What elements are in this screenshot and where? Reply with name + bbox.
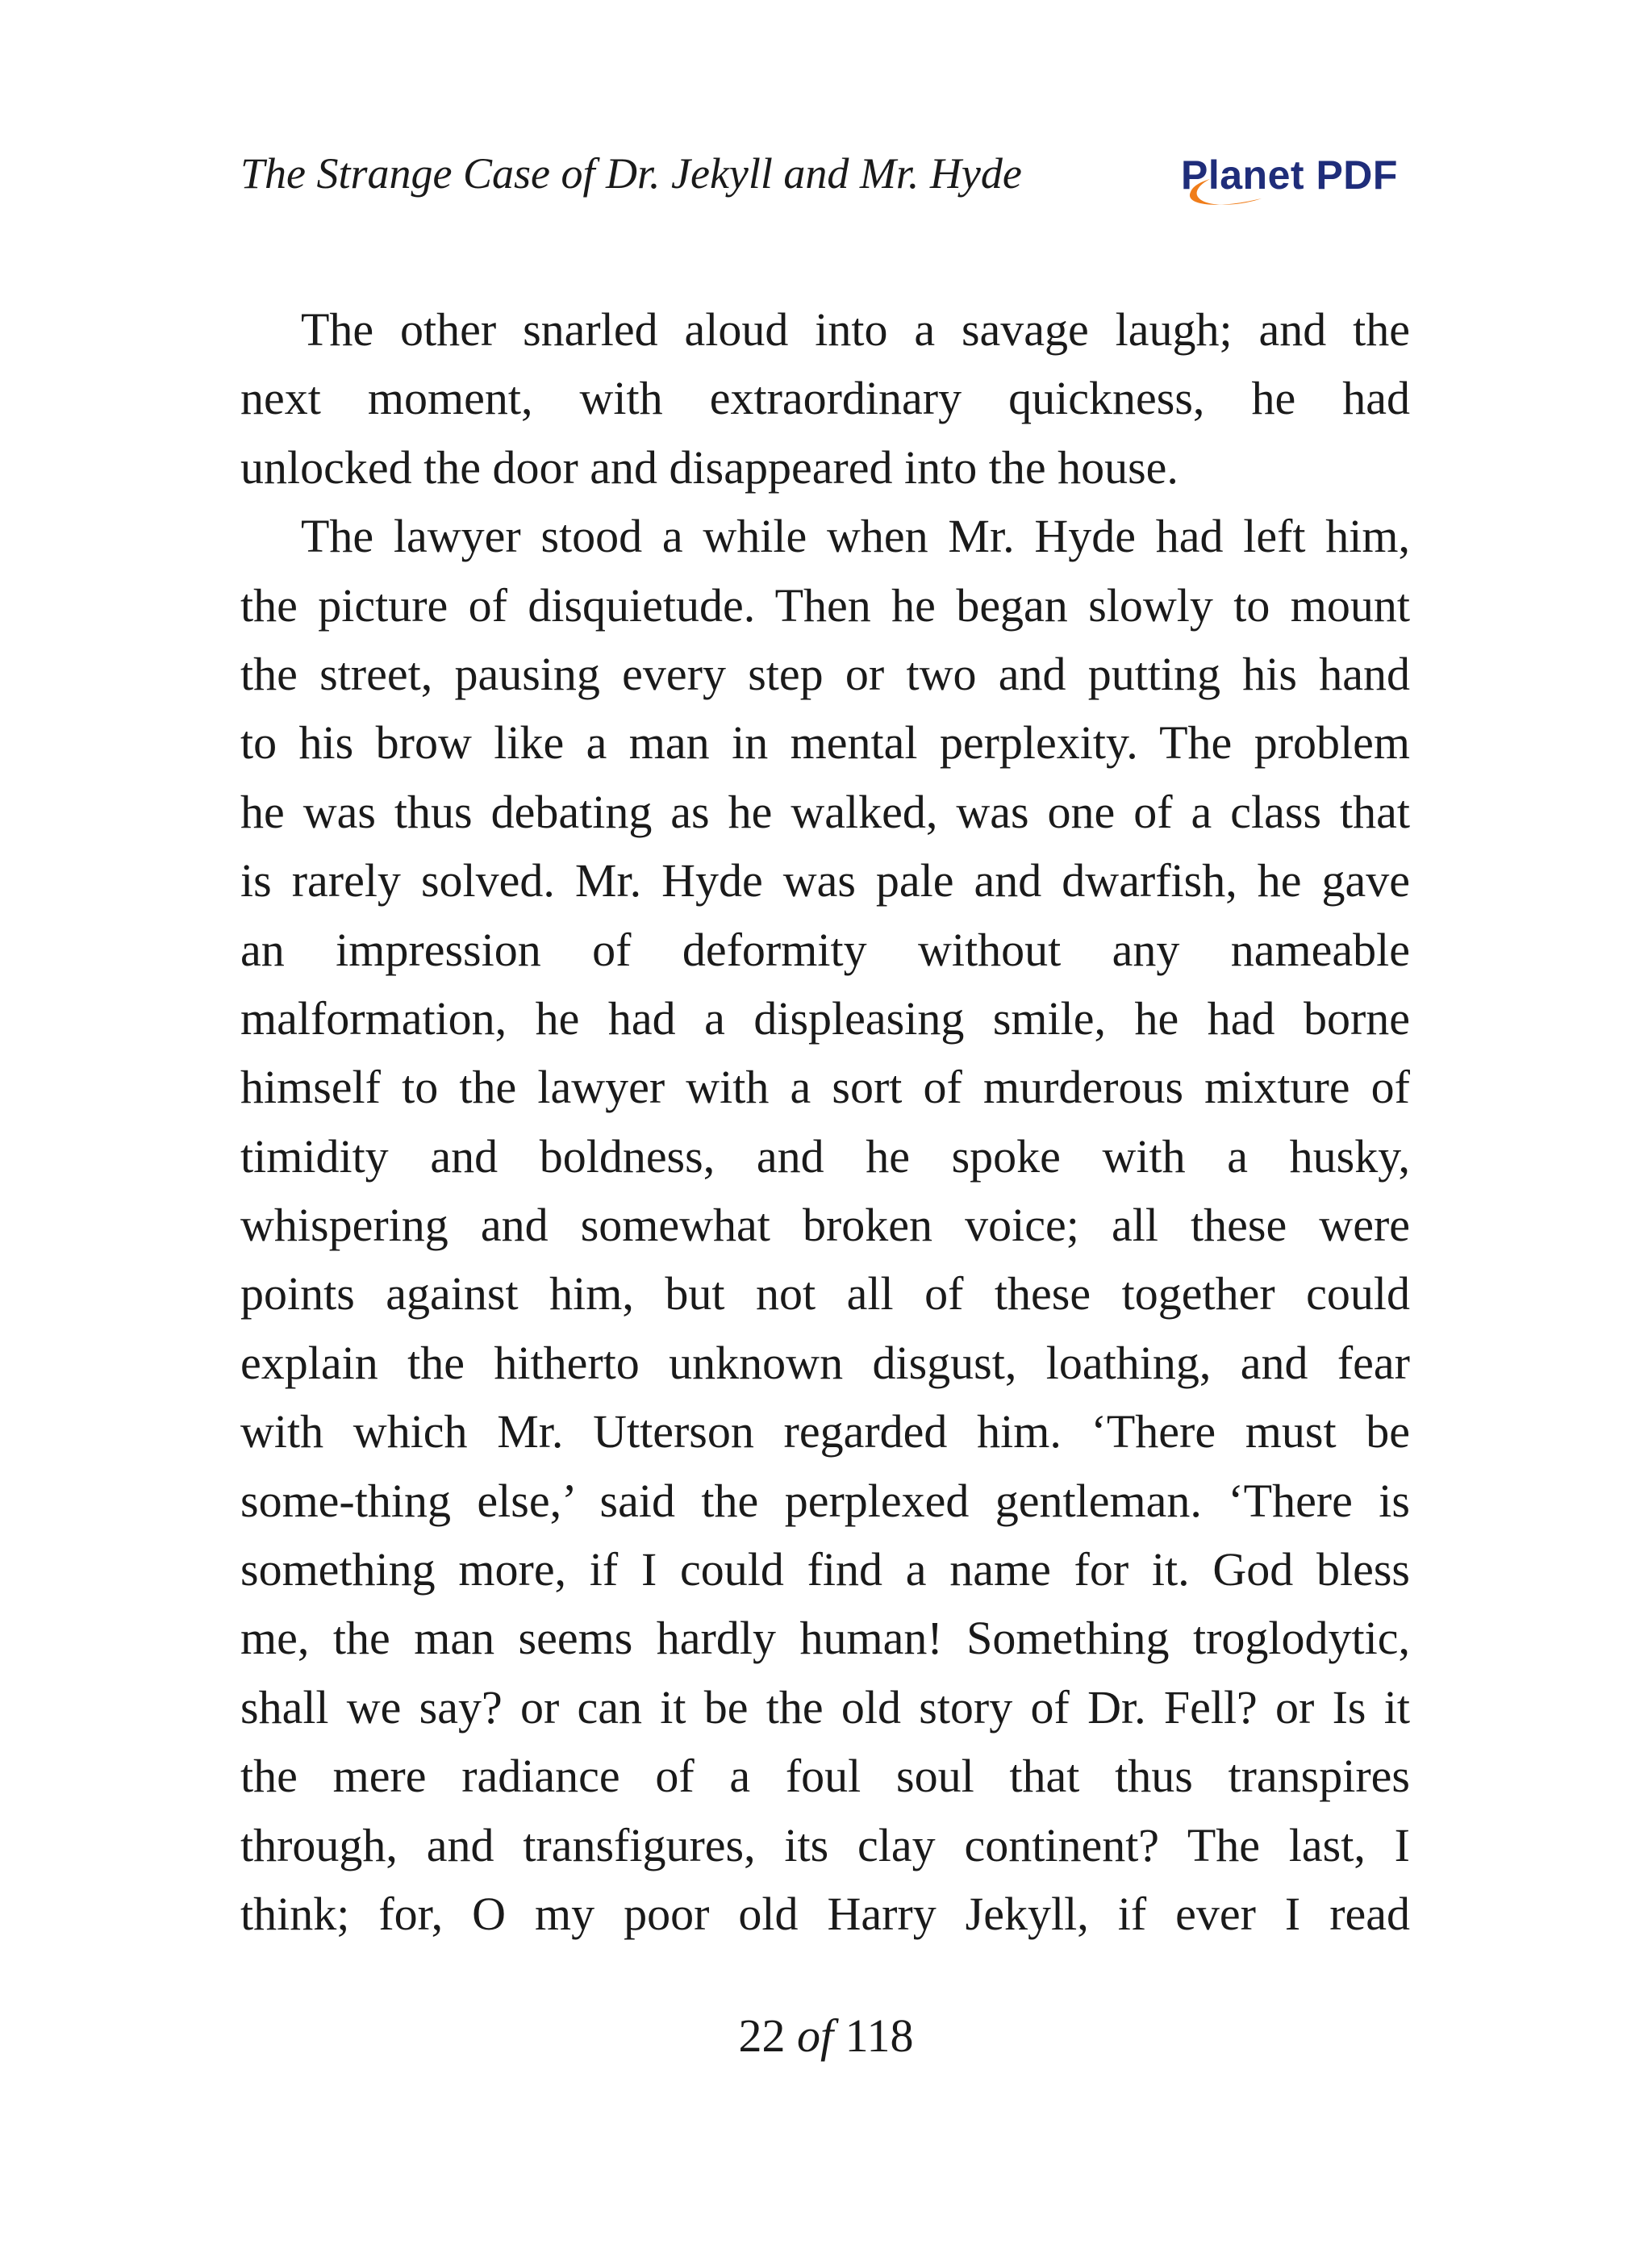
text-line: to his brow like a man in mental perplexity. The problem: [240, 716, 1410, 770]
body-text: [240, 295, 1410, 1948]
text-line: unlocked the door and disappeared into the house.: [240, 440, 1179, 494]
text-line: me, the man seems hardly human! Something troglodytic,: [240, 1612, 1410, 1665]
page-current: 22: [738, 2009, 786, 2062]
text-line: with which Mr. Utterson regarded him. ‘There must be: [240, 1405, 1410, 1458]
paragraph: [240, 295, 1410, 502]
text-line: some-thing else,’ said the perplexed gentleman. ‘There is: [240, 1474, 1410, 1527]
text-line: the mere radiance of a foul soul that thus transpires: [240, 1750, 1410, 1803]
planet-pdf-logo[interactable]: [1166, 145, 1410, 218]
page-number: [0, 2009, 1652, 2063]
text-line: whispering and somewhat broken voice; all these were: [240, 1199, 1410, 1252]
text-line: himself to the lawyer with a sort of murderous mixture of: [240, 1061, 1410, 1114]
book-title: The Strange Case of Dr. Jekyll and Mr. Hyde: [240, 149, 1022, 198]
text-line: explain the hitherto unknown disgust, loathing, and fear: [240, 1336, 1410, 1389]
page-of: of: [797, 2009, 834, 2062]
text-line: the street, pausing every step or two and putting his hand: [240, 647, 1410, 700]
text-line: timidity and boldness, and he spoke with a husky,: [240, 1129, 1410, 1183]
page-header: [240, 145, 1410, 218]
text-line: The lawyer stood a while when Mr. Hyde had left him,: [301, 510, 1410, 563]
text-line: think; for, O my poor old Harry Jekyll, if ever I read: [240, 1887, 1410, 1940]
text-line: points against him, but not all of these together could: [240, 1267, 1410, 1321]
text-line: the picture of disquietude. Then he began slowly to mount: [240, 578, 1410, 632]
text-line: something more, if I could find a name for it. God bless: [240, 1543, 1410, 1596]
text-line: shall we say? or can it be the old story of Dr. Fell? or Is it: [240, 1680, 1410, 1734]
text-line: through, and transfigures, its clay continent? The last, I: [240, 1818, 1410, 1871]
text-line: The other snarled aloud into a savage laugh; and the: [301, 303, 1410, 356]
text-line: next moment, with extraordinary quickness, he had: [240, 372, 1410, 425]
text-line: malformation, he had a displeasing smile, he had borne: [240, 991, 1410, 1045]
text-line: he was thus debating as he walked, was one of a class that: [240, 785, 1410, 838]
text-line: an impression of deformity without any nameable: [240, 923, 1410, 976]
page-total: 118: [845, 2009, 914, 2062]
paragraph: [240, 502, 1410, 1948]
text-line: is rarely solved. Mr. Hyde was pale and dwarfish, he gave: [240, 854, 1410, 907]
logo-text: Planet PDF: [1181, 152, 1398, 198]
